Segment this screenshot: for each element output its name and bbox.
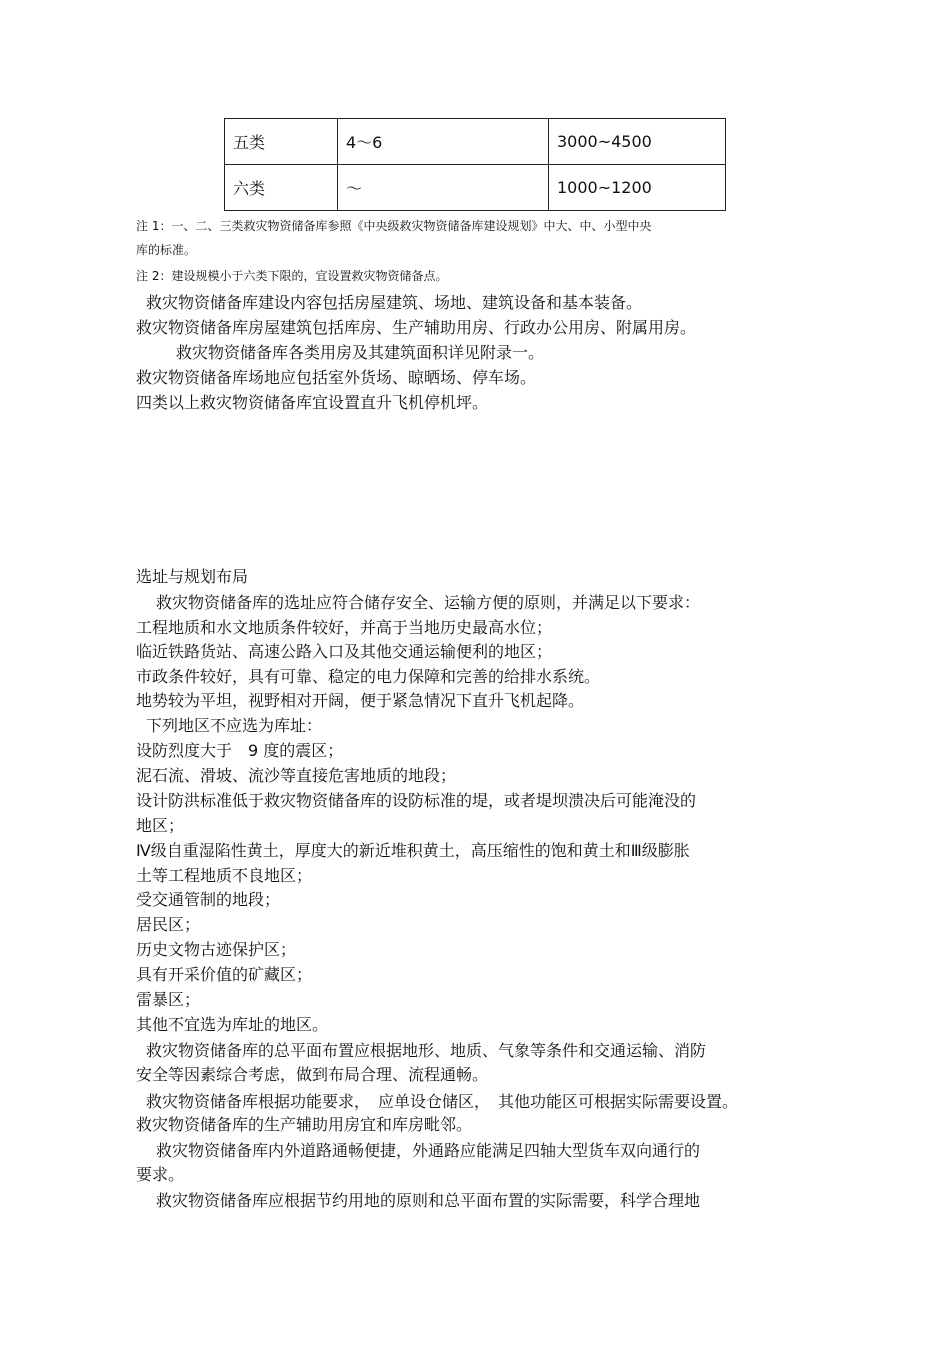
paragraph-line: 历史文物古迹保护区； bbox=[136, 940, 297, 959]
paragraph-line: Ⅳ级自重湿陷性黄土，厚度大的新近堆积黄土，高压缩性的饱和黄土和Ⅲ级膨胀 bbox=[136, 841, 690, 860]
paragraph-line: 设防烈度大于 9 度的震区； bbox=[136, 741, 344, 760]
note-1-line-1: 注 1：一、二、三类救灾物资储备库参照《中央级救灾物资储备库建设规划》中大、中、小型中央 bbox=[136, 219, 652, 233]
paragraph: 救灾物资储备库场地应包括室外货场、晾晒场、停车场。 bbox=[136, 368, 537, 387]
table-row bbox=[225, 119, 726, 165]
paragraph-line: 下列地区不应选为库址： bbox=[146, 716, 323, 735]
table-cell-category: 五类 bbox=[225, 119, 338, 165]
paragraph: 救灾物资储备库建设内容包括房屋建筑、场地、建筑设备和基本装备。 bbox=[146, 293, 643, 312]
paragraph: 四类以上救灾物资储备库宜设置直升飞机停机坪。 bbox=[136, 393, 489, 412]
table-cell-range: 4～6 bbox=[338, 119, 549, 165]
table-cell-area: 3000~4500 bbox=[549, 119, 726, 165]
paragraph-line: 雷暴区； bbox=[136, 990, 201, 1009]
note-2: 注 2：建设规模小于六类下限的，宜设置救灾物资储备点。 bbox=[136, 269, 448, 283]
paragraph-line: 设计防洪标准低于救灾物资储备库的设防标准的堤，或者堤坝溃决后可能淹没的 bbox=[136, 791, 697, 810]
paragraph-line: 市政条件较好，具有可靠、稳定的电力保障和完善的给排水系统。 bbox=[136, 667, 601, 686]
paragraph-line: 救灾物资储备库内外道路通畅便捷，外通路应能满足四轴大型货车双向通行的 bbox=[156, 1141, 701, 1160]
paragraph-line: 地势较为平坦，视野相对开阔，便于紧急情况下直升飞机起降。 bbox=[136, 691, 585, 710]
paragraph-line: 救灾物资储备库的生产辅助用房宜和库房毗邻。 bbox=[136, 1115, 473, 1134]
paragraph-line: 泥石流、滑坡、流沙等直接危害地质的地段； bbox=[136, 766, 457, 785]
paragraph: 救灾物资储备库各类用房及其建筑面积详见附录一。 bbox=[176, 343, 545, 362]
table-row bbox=[225, 165, 726, 211]
paragraph-line: 安全等因素综合考虑，做到布局合理、流程通畅。 bbox=[136, 1065, 489, 1084]
paragraph-line: 受交通管制的地段； bbox=[136, 890, 281, 909]
paragraph-line: 具有开采价值的矿藏区； bbox=[136, 965, 313, 984]
table-cell-area: 1000~1200 bbox=[549, 165, 726, 211]
note-1-line-2: 库的标准。 bbox=[136, 243, 197, 257]
paragraph-line: 地区； bbox=[136, 816, 185, 835]
paragraph-line: 要求。 bbox=[136, 1165, 185, 1184]
section-heading: 选址与规划布局 bbox=[136, 567, 249, 586]
paragraph-line: 救灾物资储备库的总平面布置应根据地形、地质、气象等条件和交通运输、消防 bbox=[146, 1041, 707, 1060]
paragraph-line: 工程地质和水文地质条件较好，并高于当地历史最高水位； bbox=[136, 618, 553, 637]
table-cell-range: ～ bbox=[338, 165, 549, 211]
paragraph-line: 其他不宜选为库址的地区。 bbox=[136, 1015, 329, 1034]
paragraph-line: 土等工程地质不良地区； bbox=[136, 866, 313, 885]
paragraph-line: 救灾物资储备库应根据节约用地的原则和总平面布置的实际需要，科学合理地 bbox=[156, 1191, 701, 1210]
scale-table bbox=[224, 118, 726, 211]
paragraph: 救灾物资储备库房屋建筑包括库房、生产辅助用房、行政办公用房、附属用房。 bbox=[136, 318, 697, 337]
table-cell-category: 六类 bbox=[225, 165, 338, 211]
paragraph-line: 临近铁路货站、高速公路入口及其他交通运输便利的地区； bbox=[136, 642, 553, 661]
paragraph-line: 居民区； bbox=[136, 915, 201, 934]
paragraph-line: 救灾物资储备库根据功能要求， 应单设仓储区， 其他功能区可根据实际需要设置。 bbox=[146, 1092, 739, 1111]
paragraph-line: 救灾物资储备库的选址应符合储存安全、运输方便的原则，并满足以下要求： bbox=[156, 593, 701, 612]
